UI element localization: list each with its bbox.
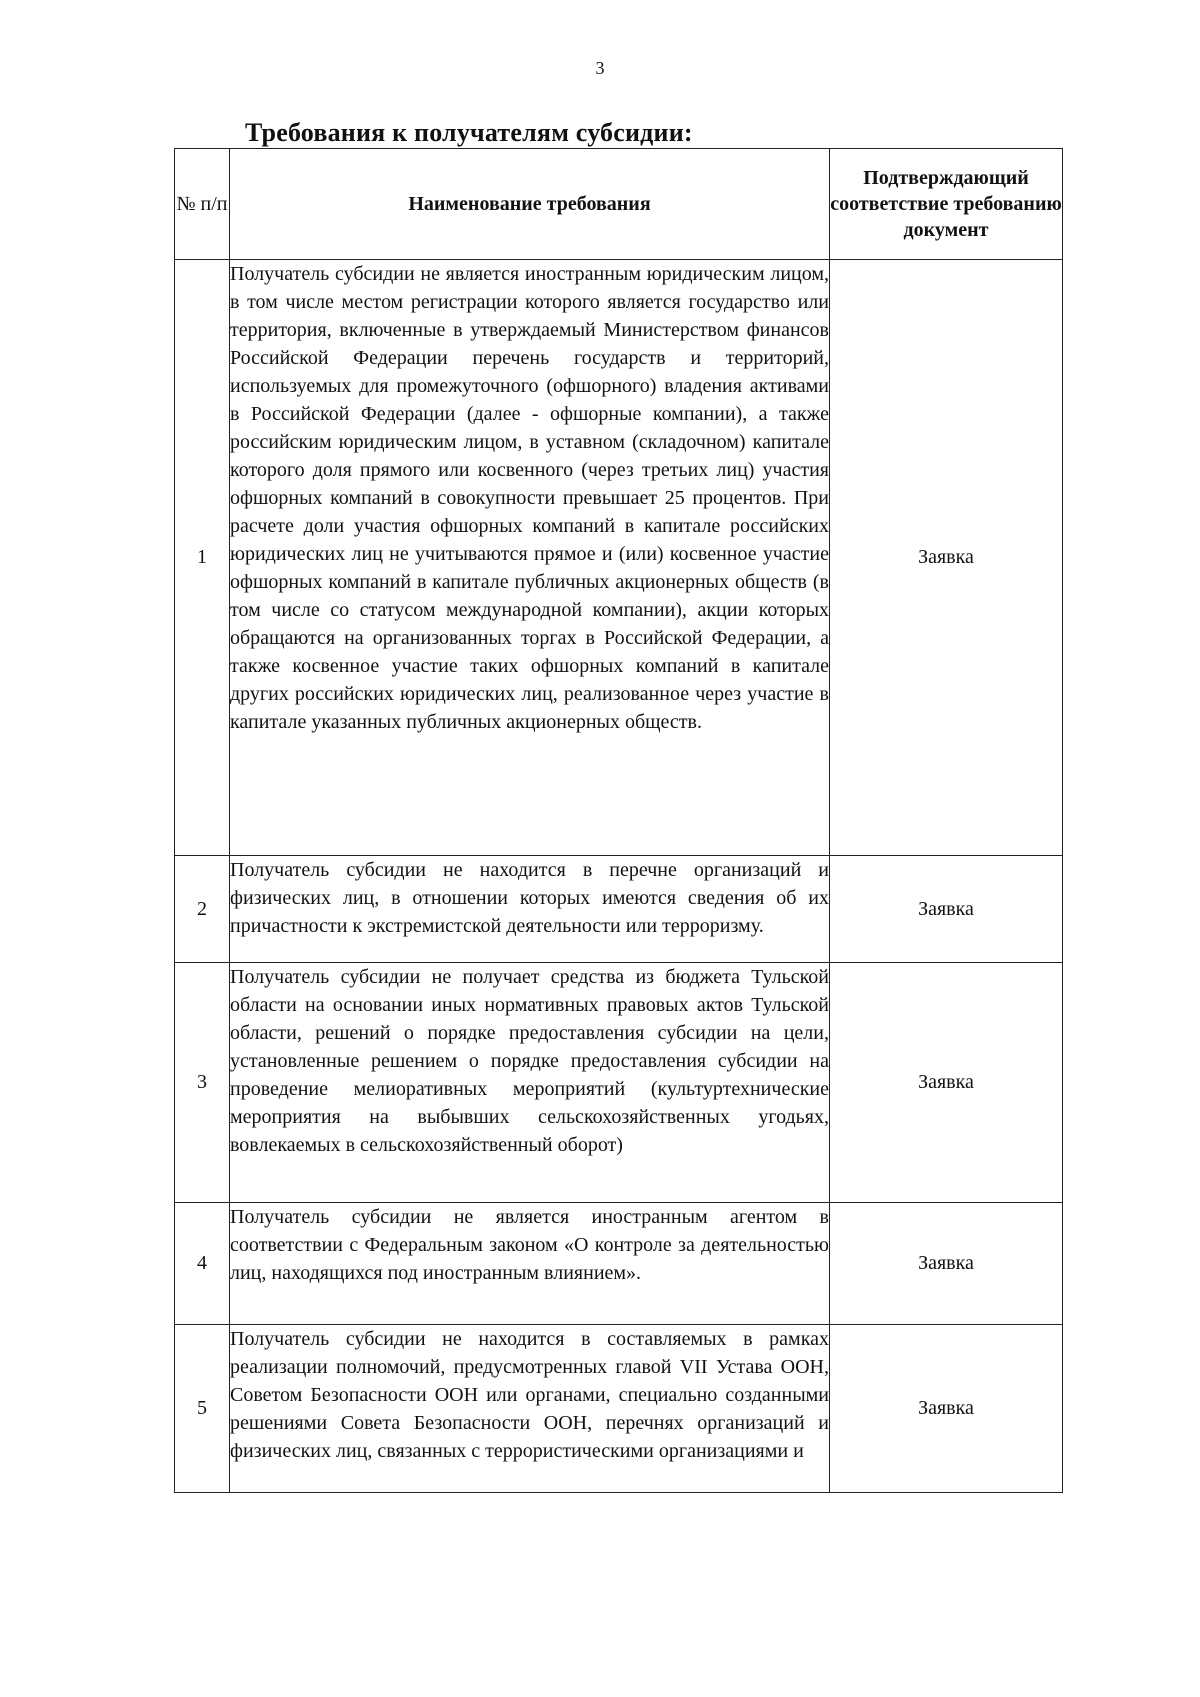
document-cell: Заявка bbox=[830, 260, 1063, 856]
table-header-row bbox=[175, 149, 1063, 260]
row-number: 1 bbox=[175, 260, 230, 856]
row-number: 4 bbox=[175, 1203, 230, 1325]
header-document: Подтверждающий соответствие требованию документ bbox=[830, 149, 1063, 260]
page-number: 3 bbox=[595, 58, 605, 78]
table-row bbox=[175, 856, 1063, 963]
table-row bbox=[175, 260, 1063, 856]
table-row bbox=[175, 963, 1063, 1203]
requirement-text: Получатель субсидии не является иностранным юридическим лицом, в том числе местом регистрации которого является государство или территория, включенные в утверждаемый Министерством финансов Российской Федерации перечень государств и территорий, используемых для промежуточного (офшорного) владения активами в Российской Федерации (далее - офшорные компании), а также российским юридическим лицом, в уставном (складочном) капитале которого доля прямого или косвенного (через третьих лиц) участия офшорных компаний в совокупности превышает 25 процентов. При расчете доли участия офшорных компаний в капитале российских юридических лиц не учитываются прямое и (или) косвенное участие офшорных компаний в капитале публичных акционерных обществ (в том числе со статусом международной компании), акции которых обращаются на организованных торгах в Российской Федерации, а также косвенное участие таких офшорных компаний в капитале других российских юридических лиц, реализованное через участие в капитале указанных публичных акционерных обществ. bbox=[230, 260, 830, 856]
table-row bbox=[175, 1325, 1063, 1493]
row-number: 3 bbox=[175, 963, 230, 1203]
header-number: № п/п bbox=[175, 149, 230, 260]
requirement-text: Получатель субсидии не получает средства из бюджета Тульской области на основании иных нормативных правовых актов Тульской области, решений о порядке предоставления субсидии на цели, установленные решением о порядке предоставления субсидии на проведение мелиоративных мероприятий (культуртехнические мероприятия на выбывших сельскохозяйственных угодьях, вовлекаемых в сельскохозяйственный оборот) bbox=[230, 963, 830, 1203]
document-cell: Заявка bbox=[830, 1325, 1063, 1493]
table-row bbox=[175, 1203, 1063, 1325]
header-requirement: Наименование требования bbox=[230, 149, 830, 260]
requirement-text: Получатель субсидии не находится в составляемых в рамках реализации полномочий, предусмотренных главой VII Устава ООН, Советом Безопасности ООН или органами, специально созданными решениями Совета Безопасности ООН, перечнях организаций и физических лиц, связанных с террористическими организациями и bbox=[230, 1325, 830, 1493]
document-cell: Заявка bbox=[830, 963, 1063, 1203]
document-cell: Заявка bbox=[830, 1203, 1063, 1325]
row-number: 2 bbox=[175, 856, 230, 963]
requirement-text: Получатель субсидии не находится в перечне организаций и физических лиц, в отношении которых имеются сведения об их причастности к экстремистской деятельности или терроризму. bbox=[230, 856, 830, 963]
document-title: Требования к получателям субсидии: bbox=[245, 118, 693, 147]
row-number: 5 bbox=[175, 1325, 230, 1493]
requirement-text: Получатель субсидии не является иностранным агентом в соответствии с Федеральным законом «О контроле за деятельностью лиц, находящихся под иностранным влиянием». bbox=[230, 1203, 830, 1325]
document-cell: Заявка bbox=[830, 856, 1063, 963]
requirements-table bbox=[174, 148, 1063, 1493]
